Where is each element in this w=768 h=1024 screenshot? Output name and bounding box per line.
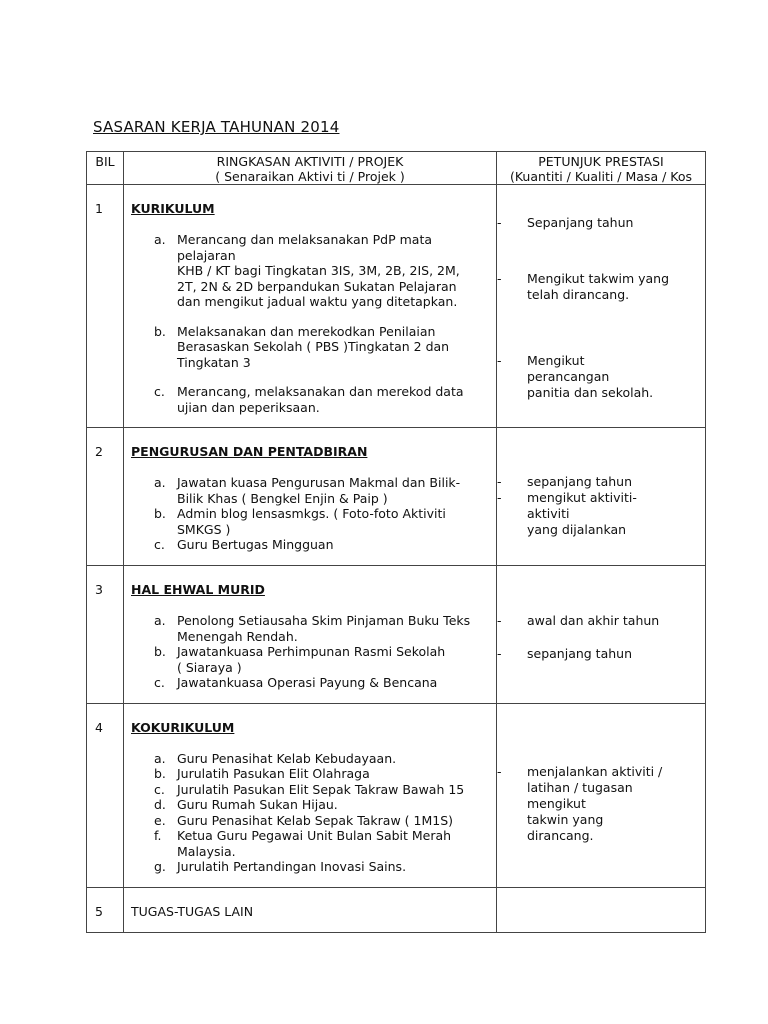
- header-petunjuk-line: (Kuantiti / Kualiti / Masa / Kos: [509, 169, 692, 184]
- header-bil-label: BIL: [95, 154, 115, 169]
- section-heading: PENGURUSAN DAN PENTADBIRAN: [131, 444, 368, 459]
- item-line: Jawatan kuasa Pengurusan Makmal dan Bilik-: [177, 475, 461, 490]
- item-line: Malaysia.: [177, 843, 236, 859]
- header-petunjuk: [497, 152, 706, 185]
- item-line: Guru Penasihat Kelab Kebudayaan.: [177, 750, 397, 766]
- item-line: Guru Rumah Sukan Hijau.: [177, 797, 338, 812]
- list-item: [154, 750, 490, 767]
- list-item: [154, 812, 490, 829]
- dash-marker: -: [497, 474, 502, 489]
- list-item: [154, 475, 490, 506]
- item-line: pelajaran: [177, 247, 236, 263]
- list-item: [154, 859, 490, 875]
- row-number: 2: [87, 428, 124, 566]
- activity-cell: [124, 703, 497, 887]
- row-number: 3: [87, 566, 124, 704]
- performance-line: latihan / tugasan: [527, 779, 633, 795]
- performance-line: sepanjang tahun: [527, 474, 633, 489]
- activity-cell: [124, 428, 497, 566]
- header-ringkasan-line: RINGKASAN AKTIVITI / PROJEK: [216, 154, 404, 169]
- list-item: [154, 675, 490, 691]
- item-line: dan mengikut jadual waktu yang ditetapkan.: [177, 294, 458, 309]
- item-marker: a.: [154, 613, 166, 628]
- item-line: Merancang, melaksanakan dan merekod data: [177, 384, 464, 399]
- item-line: Jurulatih Pasukan Elit Olahraga: [177, 766, 370, 781]
- item-line: Jawatankuasa Operasi Payung & Bencana: [177, 675, 438, 690]
- performance-item: [497, 613, 697, 629]
- section-heading: TUGAS-TUGAS LAIN: [131, 903, 254, 919]
- item-marker: a.: [154, 475, 166, 490]
- performance-cell: [497, 703, 706, 887]
- activity-cell: [124, 566, 497, 704]
- list-item: [154, 537, 490, 553]
- header-petunjuk-line: PETUNJUK PRESTASI: [538, 154, 664, 169]
- list-item: [154, 384, 490, 415]
- header-ringkasan-line: ( Senaraikan Aktivi ti / Projek ): [215, 169, 405, 184]
- item-marker: c.: [154, 675, 165, 690]
- item-marker: c.: [154, 537, 165, 552]
- performance-line: takwin yang: [527, 811, 604, 827]
- item-line: Tingkatan 3: [177, 354, 251, 370]
- performance-cell: [497, 428, 706, 566]
- performance-line: sepanjang tahun: [527, 646, 633, 661]
- item-marker: a.: [154, 232, 166, 247]
- item-marker: b.: [154, 766, 166, 781]
- item-marker: c.: [154, 781, 165, 797]
- performance-line: aktiviti: [527, 506, 570, 521]
- table-header-row: [87, 152, 706, 185]
- list-item: [154, 797, 490, 813]
- item-line: Berasaskan Sekolah ( PBS )Tingkatan 2 dan: [177, 339, 450, 354]
- header-bil: [87, 152, 124, 185]
- dash-marker: -: [497, 353, 502, 368]
- dash-marker: -: [497, 646, 502, 661]
- performance-line: mengikut: [527, 795, 586, 811]
- item-line: KHB / KT bagi Tingkatan 3IS, 3M, 2B, 2IS, 2M,: [177, 263, 460, 278]
- activity-cell: [124, 185, 497, 428]
- item-line: Jawatankuasa Perhimpunan Rasmi Sekolah: [177, 644, 446, 659]
- item-marker: f.: [154, 828, 162, 843]
- table-row: [87, 703, 706, 887]
- item-line: ( Siaraya ): [177, 659, 242, 675]
- item-line: Merancang dan melaksanakan PdP mata: [177, 232, 432, 247]
- section-heading: KOKURIKULUM: [131, 719, 235, 735]
- table-row: [87, 428, 706, 566]
- item-line: Menengah Rendah.: [177, 628, 298, 644]
- performance-line: yang dijalankan: [527, 522, 627, 537]
- performance-item: [497, 474, 697, 490]
- performance-line: panitia dan sekolah.: [527, 385, 654, 400]
- item-line: Guru Bertugas Mingguan: [177, 537, 334, 552]
- table-row: [87, 887, 706, 932]
- header-ringkasan: [124, 152, 497, 185]
- item-line: 2T, 2N & 2D berpandukan Sukatan Pelajaran: [177, 278, 457, 294]
- performance-line: perancangan: [527, 369, 610, 384]
- performance-line: dirancang.: [527, 827, 594, 843]
- item-line: SMKGS ): [177, 521, 231, 537]
- performance-cell: [497, 185, 706, 428]
- section-heading: HAL EHWAL MURID: [131, 582, 265, 597]
- item-marker: a.: [154, 750, 166, 766]
- activity-list: [131, 613, 490, 691]
- list-item: [154, 766, 490, 782]
- performance-line: Mengikut takwim yang: [527, 271, 670, 286]
- work-target-table: [86, 151, 706, 933]
- item-line: ujian dan peperiksaan.: [177, 399, 320, 415]
- dash-marker: -: [497, 490, 502, 505]
- table-row: [87, 185, 706, 428]
- performance-line: Sepanjang tahun: [527, 215, 634, 230]
- performance-cell: [497, 566, 706, 704]
- performance-item: [497, 646, 697, 662]
- performance-item: [497, 490, 697, 538]
- activity-list: [131, 232, 490, 415]
- activity-cell: [124, 887, 497, 932]
- item-line: Jurulatih Pertandingan Inovasi Sains.: [177, 859, 407, 874]
- list-item: [154, 323, 490, 371]
- list-item: [154, 781, 490, 798]
- performance-line: telah dirancang.: [527, 287, 630, 302]
- performance-line: awal dan akhir tahun: [527, 613, 660, 628]
- item-marker: b.: [154, 506, 166, 521]
- dash-marker: -: [497, 271, 502, 286]
- activity-list: [131, 751, 490, 875]
- performance-item: [497, 353, 697, 401]
- performance-item: [497, 215, 697, 231]
- row-number: 4: [87, 703, 124, 887]
- performance-item: [497, 763, 697, 844]
- item-line: Melaksanakan dan merekodkan Penilaian: [177, 323, 436, 339]
- item-line: Bilik Khas ( Bengkel Enjin & Paip ): [177, 490, 388, 506]
- item-marker: e.: [154, 812, 166, 828]
- dash-marker: -: [497, 763, 502, 779]
- performance-line: mengikut aktiviti-: [527, 490, 637, 505]
- section-heading: KURIKULUM: [131, 201, 215, 216]
- item-line: Penolong Setiausaha Skim Pinjaman Buku Teks: [177, 613, 471, 628]
- dash-marker: -: [497, 613, 502, 628]
- list-item: [154, 232, 490, 310]
- item-marker: d.: [154, 797, 166, 812]
- item-marker: b.: [154, 644, 166, 659]
- row-number: 1: [87, 185, 124, 428]
- performance-line: Mengikut: [527, 353, 585, 368]
- dash-marker: -: [497, 215, 502, 230]
- item-line: Jurulatih Pasukan Elit Sepak Takraw Bawah 15: [177, 781, 465, 797]
- item-marker: g.: [154, 859, 166, 874]
- performance-item: [497, 271, 697, 303]
- row-number: 5: [87, 887, 124, 932]
- performance-line: menjalankan aktiviti /: [527, 763, 663, 779]
- item-marker: b.: [154, 323, 166, 339]
- performance-cell: [497, 887, 706, 932]
- item-line: Guru Penasihat Kelab Sepak Takraw ( 1M1S): [177, 812, 454, 828]
- list-item: [154, 613, 490, 644]
- document-title: SASARAN KERJA TAHUNAN 2014: [93, 118, 340, 136]
- activity-list: [131, 475, 490, 553]
- list-item: [154, 506, 490, 537]
- table-row: [87, 566, 706, 704]
- item-marker: c.: [154, 384, 165, 399]
- list-item: [154, 644, 490, 675]
- item-line: Ketua Guru Pegawai Unit Bulan Sabit Merah: [177, 828, 452, 843]
- item-line: Admin blog lensasmkgs. ( Foto-foto Aktiviti: [177, 506, 446, 521]
- list-item: [154, 828, 490, 859]
